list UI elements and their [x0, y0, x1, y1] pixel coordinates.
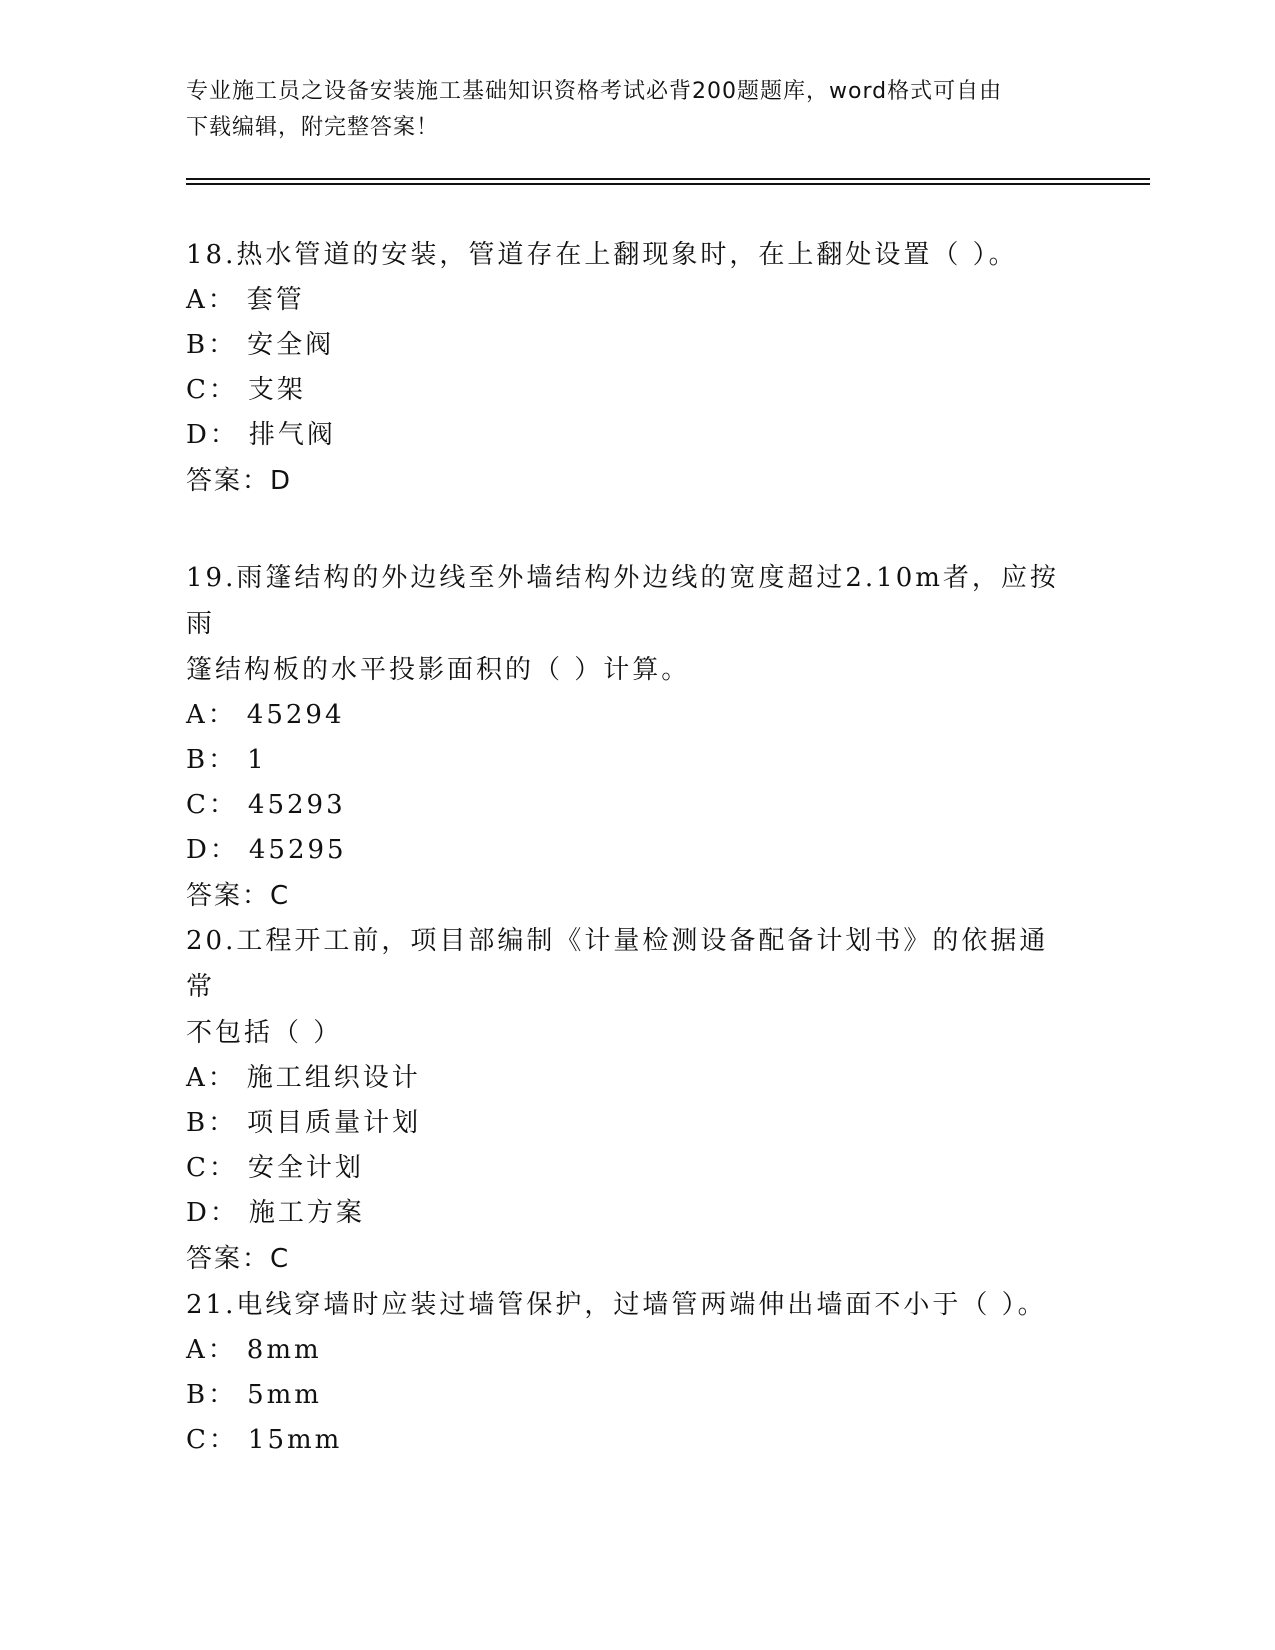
- option-c: [186, 1146, 1066, 1191]
- question-stem: 21.电线穿墙时应装过墙管保护，过墙管两端伸出墙面不小于（ ）。: [186, 1290, 1047, 1320]
- option-key: B：: [186, 745, 238, 775]
- option-key: D：: [186, 420, 239, 450]
- question-stem: 18.热水管道的安装，管道存在上翻现象时，在上翻处设置（ ）。: [186, 240, 1018, 270]
- option-text: 排气阀: [248, 420, 336, 450]
- option-key: D：: [186, 1198, 239, 1228]
- option-text: 15mm: [247, 1425, 343, 1455]
- option-key: B：: [186, 1380, 238, 1410]
- option-b: [186, 1373, 1066, 1418]
- option-key: B：: [186, 330, 238, 360]
- header-divider-bottom: [186, 183, 1150, 185]
- option-text: 8mm: [246, 1335, 322, 1365]
- option-b: [186, 738, 1066, 783]
- answer-line: 答案：C: [186, 881, 291, 911]
- answer-line: 答案：D: [186, 466, 293, 496]
- header-divider-top: [186, 178, 1150, 180]
- option-key: C：: [186, 375, 238, 405]
- answer-line: 答案：C: [186, 1244, 291, 1274]
- option-a: [186, 278, 1066, 323]
- question-19: [186, 555, 1066, 919]
- option-c: [186, 368, 1066, 413]
- option-key: C：: [186, 790, 238, 820]
- option-c: [186, 1418, 1066, 1463]
- option-b: [186, 323, 1066, 368]
- option-a: [186, 693, 1066, 738]
- option-key: A：: [186, 285, 237, 315]
- header-line-1: 专业施工员之设备安装施工基础知识资格考试必背200题题库，word格式可自由: [186, 79, 1003, 104]
- question-18: [186, 232, 1066, 504]
- option-a: [186, 1328, 1066, 1373]
- option-text: 45293: [247, 790, 346, 820]
- header-line-2: 下载编辑，附完整答案！: [186, 115, 440, 140]
- question-20: [186, 918, 1066, 1282]
- option-b: [186, 1101, 1066, 1146]
- option-key: A：: [186, 700, 237, 730]
- option-text: 45295: [248, 835, 347, 865]
- question-stem-line-2: 不包括（ ）: [186, 1018, 343, 1048]
- option-text: 45294: [246, 700, 345, 730]
- option-key: C：: [186, 1425, 238, 1455]
- option-key: A：: [186, 1063, 237, 1093]
- option-key: A：: [186, 1335, 237, 1365]
- option-a: [186, 1056, 1066, 1101]
- option-key: C：: [186, 1153, 238, 1183]
- question-21: [186, 1282, 1066, 1463]
- option-d: [186, 1191, 1066, 1236]
- option-key: D：: [186, 835, 239, 865]
- option-key: B：: [186, 1108, 238, 1138]
- option-text: 1: [247, 745, 267, 775]
- option-text: 支架: [247, 375, 306, 405]
- question-stem-line-1: 19.雨篷结构的外边线至外墙结构外边线的宽度超过2.10m者，应按雨: [186, 563, 1059, 639]
- document-header: [186, 74, 1066, 146]
- question-stem-line-1: 20.工程开工前，项目部编制《计量检测设备配备计划书》的依据通常: [186, 926, 1049, 1002]
- option-text: 施工方案: [248, 1198, 365, 1228]
- option-text: 安全阀: [247, 330, 335, 360]
- option-text: 施工组织设计: [246, 1063, 421, 1093]
- option-text: 套管: [246, 285, 305, 315]
- option-text: 5mm: [247, 1380, 322, 1410]
- option-d: [186, 413, 1066, 458]
- option-text: 项目质量计划: [247, 1108, 422, 1138]
- question-stem-line-2: 篷结构板的水平投影面积的（ ）计算。: [186, 655, 691, 685]
- option-text: 安全计划: [247, 1153, 364, 1183]
- option-d: [186, 828, 1066, 873]
- option-c: [186, 783, 1066, 828]
